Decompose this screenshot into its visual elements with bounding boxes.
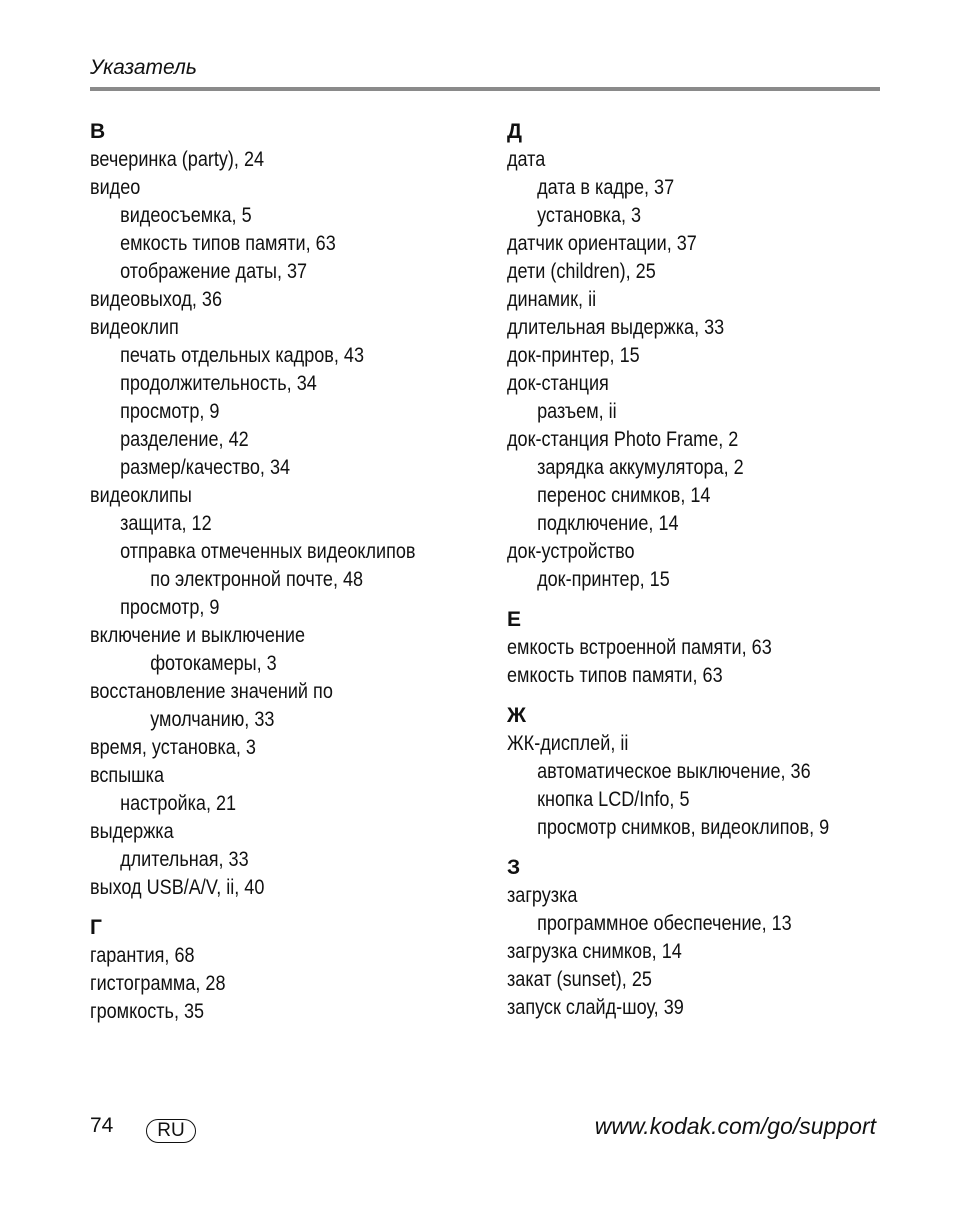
header-divider — [90, 87, 880, 91]
index-entry: включение и выключение — [90, 624, 305, 647]
index-entry: дата в кадре, 37 — [537, 176, 675, 199]
index-column-left — [90, 118, 480, 1038]
index-entry: док-устройство — [507, 540, 635, 563]
index-entry: видеоклипы — [90, 484, 192, 507]
index-entry: динамик, ii — [507, 288, 597, 311]
index-entry: автоматическое выключение, 36 — [537, 760, 811, 783]
index-entry: емкость типов памяти, 63 — [507, 664, 723, 687]
index-entry: отображение даты, 37 — [120, 260, 308, 283]
index-section — [507, 118, 887, 594]
page-number: 74 — [90, 1114, 114, 1137]
index-entry: просмотр снимков, видеоклипов, 9 — [537, 816, 830, 839]
section-letter: З — [507, 856, 521, 879]
index-entry: просмотр, 9 — [120, 596, 220, 619]
index-entry: настройка, 21 — [120, 792, 237, 815]
index-entry: длительная, 33 — [120, 848, 249, 871]
section-letter: Е — [507, 608, 522, 631]
index-entry: загрузка снимков, 14 — [507, 940, 682, 963]
index-entry: восстановление значений по — [90, 680, 333, 703]
index-entry: по электронной почте, 48 — [150, 568, 364, 591]
page-header-title: Указатель — [90, 56, 197, 79]
index-entry: закат (sunset), 25 — [507, 968, 652, 991]
index-entry: выдержка — [90, 820, 174, 843]
index-section — [90, 914, 480, 1026]
index-section — [507, 854, 887, 1022]
index-entry: емкость встроенной памяти, 63 — [507, 636, 772, 659]
index-entry: дата — [507, 148, 546, 171]
index-entry: фотокамеры, 3 — [150, 652, 277, 675]
index-entry: видеоклип — [90, 316, 179, 339]
index-entry: гистограмма, 28 — [90, 972, 226, 995]
index-entry: док-принтер, 15 — [507, 344, 640, 367]
index-entry: громкость, 35 — [90, 1000, 205, 1023]
index-entry: разъем, ii — [537, 400, 617, 423]
index-entry: дети (children), 25 — [507, 260, 656, 283]
index-entry: программное обеспечение, 13 — [537, 912, 792, 935]
index-entry: гарантия, 68 — [90, 944, 195, 967]
index-entry: видеовыход, 36 — [90, 288, 223, 311]
section-letter: Г — [90, 916, 102, 939]
index-entry: выход USB/A/V, ii, 40 — [90, 876, 265, 899]
index-entry: перенос снимков, 14 — [537, 484, 711, 507]
section-letter: В — [90, 120, 106, 143]
index-entry: размер/качество, 34 — [120, 456, 291, 479]
index-entry: отправка отмеченных видеоклипов — [120, 540, 416, 563]
index-entry: зарядка аккумулятора, 2 — [537, 456, 744, 479]
index-entry: видеосъемка, 5 — [120, 204, 252, 227]
index-column-right — [507, 118, 887, 1034]
index-entry: продолжительность, 34 — [120, 372, 317, 395]
index-entry: установка, 3 — [537, 204, 642, 227]
index-entry: док-станция — [507, 372, 609, 395]
index-entry: время, установка, 3 — [90, 736, 256, 759]
section-letter: Д — [507, 120, 522, 143]
index-entry: подключение, 14 — [537, 512, 679, 535]
section-letter: Ж — [507, 704, 526, 727]
support-url: www.kodak.com/go/support — [594, 1113, 876, 1139]
index-entry: разделение, 42 — [120, 428, 249, 451]
index-entry: умолчанию, 33 — [150, 708, 275, 731]
index-entry: вспышка — [90, 764, 165, 787]
index-entry: датчик ориентации, 37 — [507, 232, 697, 255]
index-entry: печать отдельных кадров, 43 — [120, 344, 365, 367]
index-entry: видео — [90, 176, 141, 199]
index-entry: емкость типов памяти, 63 — [120, 232, 336, 255]
index-entry: кнопка LCD/Info, 5 — [537, 788, 690, 811]
index-entry: длительная выдержка, 33 — [507, 316, 725, 339]
index-section — [90, 118, 480, 902]
index-section — [507, 702, 887, 842]
index-entry: просмотр, 9 — [120, 400, 220, 423]
index-entry: док-станция Photo Frame, 2 — [507, 428, 739, 451]
index-entry: запуск слайд-шоу, 39 — [507, 996, 684, 1019]
index-entry: защита, 12 — [120, 512, 212, 535]
language-badge: RU — [146, 1119, 196, 1143]
index-entry: вечеринка (party), 24 — [90, 148, 265, 171]
index-entry: загрузка — [507, 884, 578, 907]
index-section — [507, 606, 887, 690]
index-entry: ЖК-дисплей, ii — [507, 732, 629, 755]
index-entry: док-принтер, 15 — [537, 568, 670, 591]
